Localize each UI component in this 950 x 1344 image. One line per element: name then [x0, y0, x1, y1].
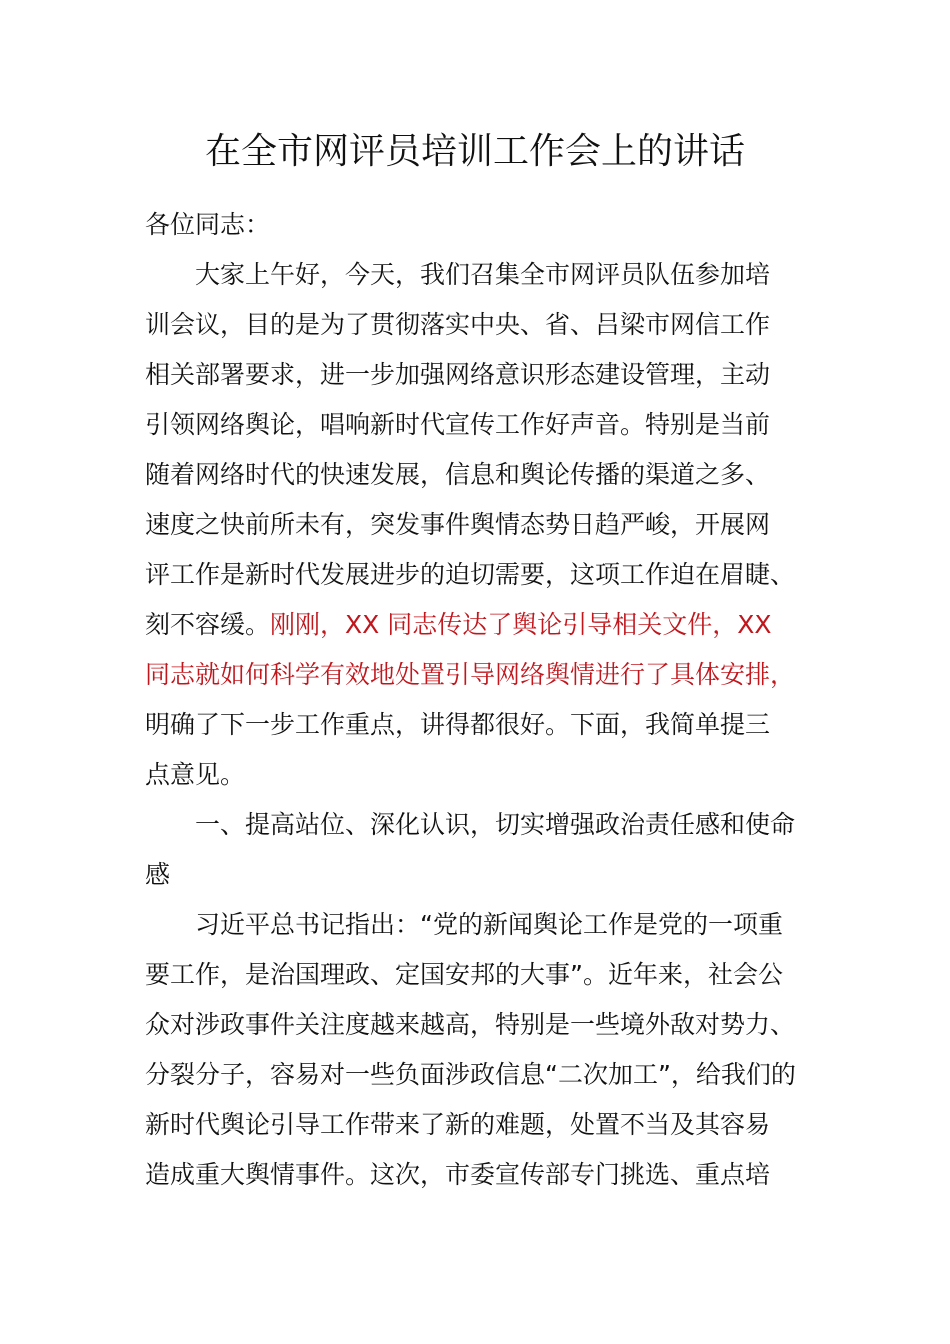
paragraph-line: 新时代舆论引导工作带来了新的难题，处置不当及其容易 — [145, 1110, 771, 1139]
paragraph-line: 点意见。 — [145, 760, 246, 789]
paragraph-line-mixed — [145, 608, 771, 642]
paragraph-text: 刻不容缓。 — [145, 610, 271, 639]
highlighted-text: 同志就如何科学有效地处置引导网络舆情进行了具体安排， — [145, 660, 796, 689]
paragraph-line: 习近平总书记指出：“党的新闻舆论工作是党的一项重 — [195, 910, 783, 939]
paragraph-line: 造成重大舆情事件。这次，市委宣传部专门挑选、重点培 — [145, 1160, 771, 1189]
section-heading-continued: 感 — [145, 860, 171, 889]
section-heading: 一、提高站位、深化认识，切实增强政治责任感和使命 — [195, 810, 796, 839]
paragraph-line: 众对涉政事件关注度越来越高，特别是一些境外敌对势力、 — [145, 1010, 796, 1039]
paragraph-line: 评工作是新时代发展进步的迫切需要，这项工作迫在眉睫、 — [145, 560, 796, 589]
greeting: 各位同志： — [145, 210, 271, 239]
paragraph-line: 随着网络时代的快速发展，信息和舆论传播的渠道之多、 — [145, 460, 771, 489]
paragraph-line: 分裂分子，容易对一些负面涉政信息“二次加工”，给我们的 — [145, 1060, 796, 1089]
paragraph-line: 速度之快前所未有，突发事件舆情态势日趋严峻，开展网 — [145, 510, 771, 539]
paragraph-line: 引领网络舆论，唱响新时代宣传工作好声音。特别是当前 — [145, 410, 771, 439]
highlighted-text: 刚刚，XX 同志传达了舆论引导相关文件，XX — [270, 610, 772, 639]
paragraph-line: 训会议，目的是为了贯彻落实中央、省、吕梁市网信工作 — [145, 310, 771, 339]
document-title: 在全市网评员培训工作会上的讲话 — [204, 131, 745, 172]
paragraph-line: 明确了下一步工作重点，讲得都很好。下面，我简单提三 — [145, 710, 771, 739]
paragraph-line: 要工作，是治国理政、定国安邦的大事”。近年来，社会公 — [145, 960, 783, 989]
paragraph-line: 相关部署要求，进一步加强网络意识形态建设管理，主动 — [145, 360, 771, 389]
paragraph-line: 大家上午好，今天，我们召集全市网评员队伍参加培 — [195, 260, 771, 289]
